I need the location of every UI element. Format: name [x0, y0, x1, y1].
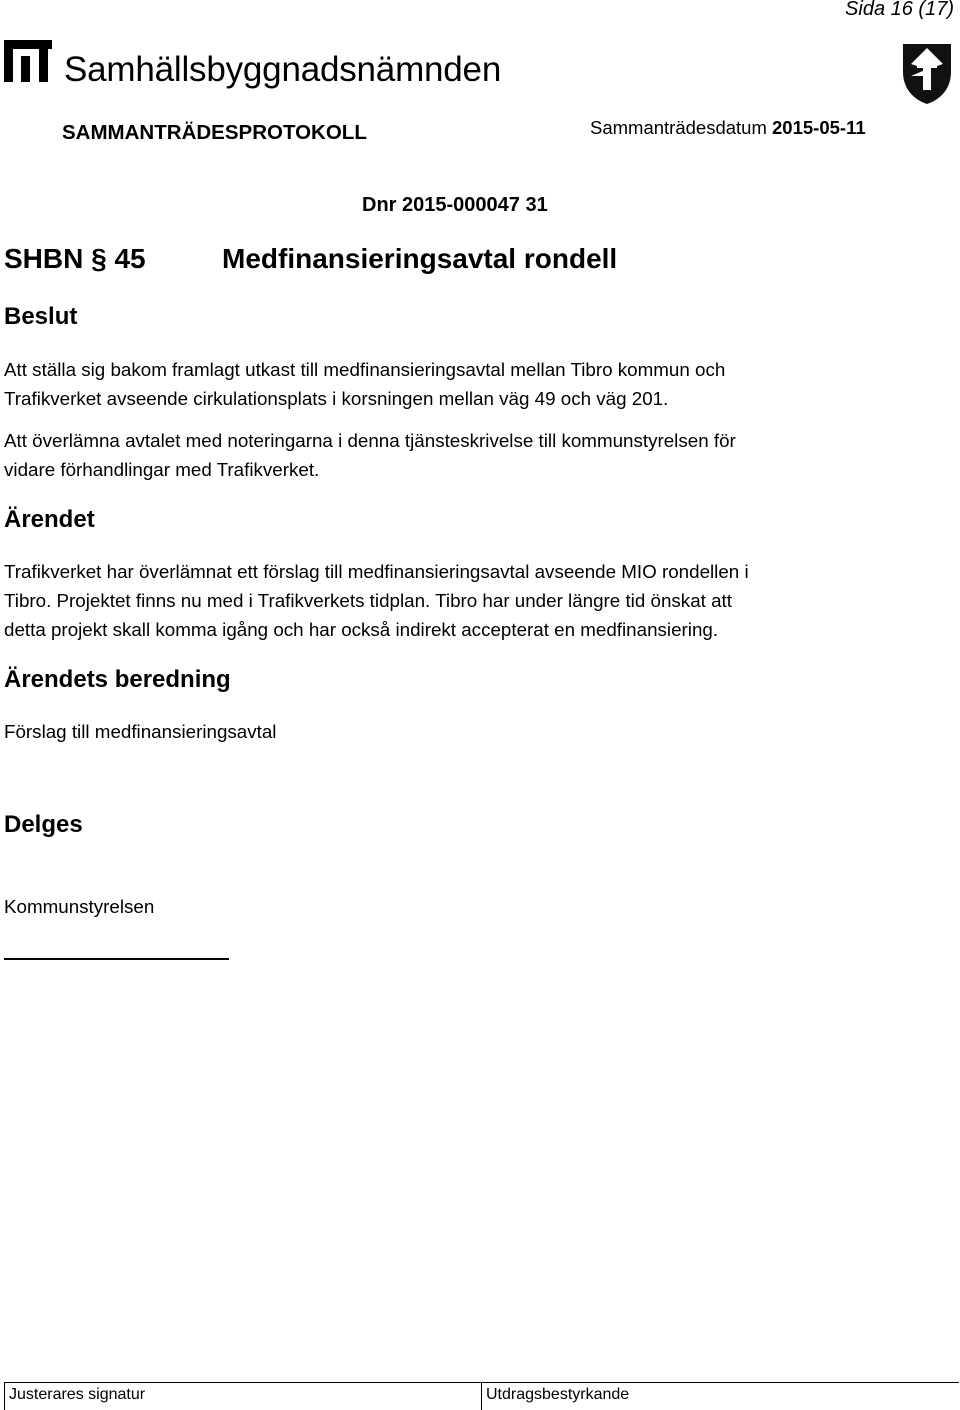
beslut-line-1: Att ställa sig bakom framlagt utkast till medfinansieringsavtal mellan Tibro kommun och — [4, 359, 726, 380]
meeting-date-label: Sammanträdesdatum — [590, 117, 767, 138]
case-number: Dnr 2015-000047 31 — [362, 194, 548, 216]
arendet-line-2: Tibro. Projektet finns nu med i Trafikverkets tidplan. Tibro har under längre tid önskat att — [4, 590, 732, 611]
footer-table — [4, 1382, 959, 1410]
org-name: Samhällsbyggnadsnämnden — [64, 50, 502, 89]
case-title: Medfinansieringsavtal rondell — [222, 243, 618, 274]
arendet-line-1: Trafikverket har överlämnat ett förslag till medfinansieringsavtal avseende MIO rondellen i — [4, 561, 749, 582]
signature-label: Justerares signatur — [5, 1383, 482, 1410]
protocol-title: SAMMANTRÄDESPROTOKOLL — [62, 121, 367, 144]
beslut-line-2: Trafikverket avseende cirkulationsplats i korsningen mellan väg 49 och väg 201. — [4, 388, 669, 409]
beslut-heading: Beslut — [4, 303, 78, 330]
signature-line — [4, 958, 229, 960]
delges-text: Kommunstyrelsen — [4, 896, 155, 917]
meeting-date — [590, 117, 866, 139]
beslut-line-3: Att överlämna avtalet med noteringarna i denna tjänsteskrivelse till kommunstyrelsen för — [4, 430, 736, 451]
meeting-date-value: 2015-05-11 — [772, 117, 866, 138]
beslut-line-4: vidare förhandlingar med Trafikverket. — [4, 459, 320, 480]
tibro-logo-icon — [4, 40, 52, 82]
delges-heading: Delges — [4, 811, 83, 838]
arendet-heading: Ärendet — [4, 506, 95, 533]
beredning-heading: Ärendets beredning — [4, 666, 231, 693]
paragraph-id: SHBN § 45 — [4, 243, 146, 274]
arendet-line-3: detta projekt skall komma igång och har också indirekt accepterat en medfinansiering. — [4, 619, 719, 640]
beredning-text: Förslag till medfinansieringsavtal — [4, 721, 277, 742]
extract-label: Utdragsbestyrkande — [486, 1386, 630, 1403]
tibro-crest-icon — [899, 38, 955, 106]
page-number: Sida 16 (17) — [845, 0, 954, 20]
